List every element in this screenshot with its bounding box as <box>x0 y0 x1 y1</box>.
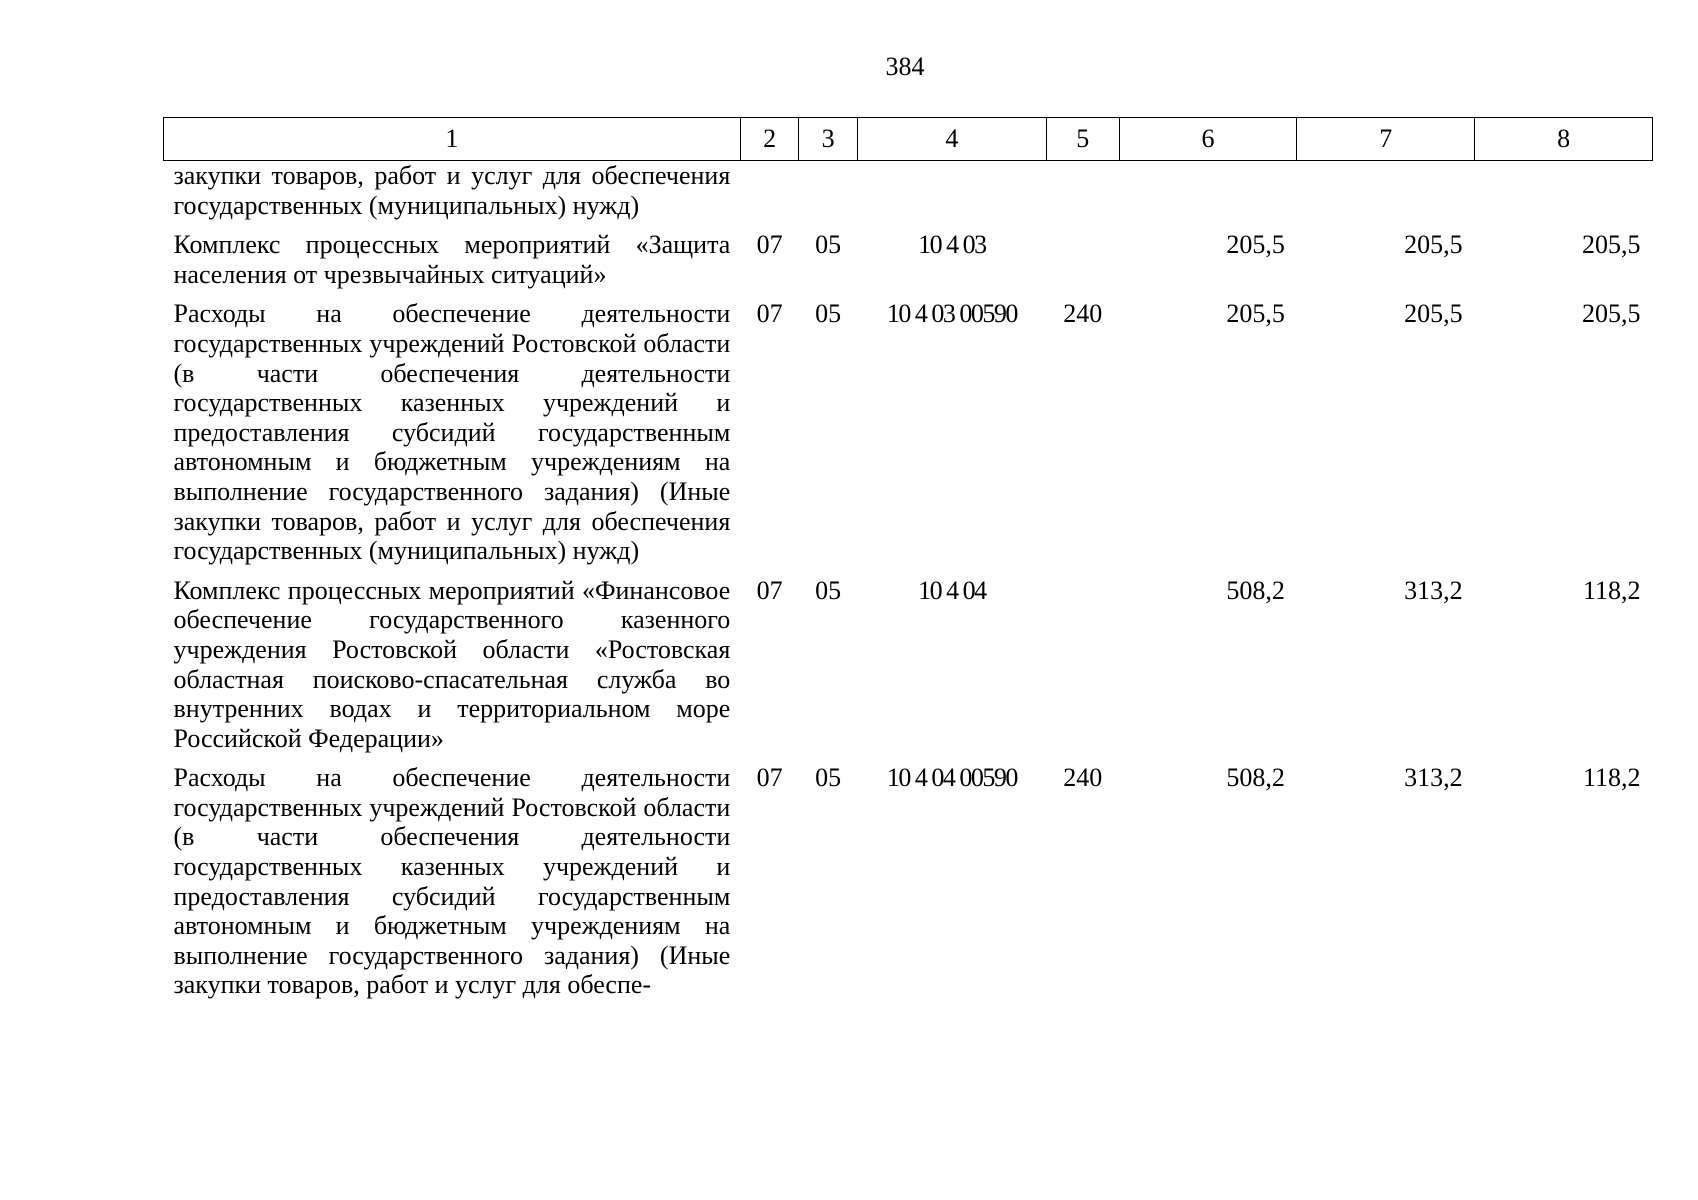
row-target-code: 10 4 03 00590 <box>886 299 1017 329</box>
row-expense-type <box>1046 220 1119 289</box>
table-row <box>164 566 1653 754</box>
row-amount-col8: 118,2 <box>1582 575 1641 605</box>
row-amount-col8: 205,5 <box>1582 299 1641 329</box>
row-name: Расходы на обеспечение деятельности государственных учреждений Ростовской области (в части обеспечения деятельности государственных казенных учреждений и предоставления субсидий государственным автономным и бюджетным учреждениям на выполнение государственного задания) (Иные закупки товаров, работ и услуг для обеспе- <box>173 763 731 1000</box>
row-amount-col7: 313,2 <box>1404 575 1463 605</box>
header-col-7: 7 <box>1297 118 1475 161</box>
row-name: Расходы на обеспечение деятельности государственных учреждений Ростовской области (в части обеспечения деятельности государственных казенных учреждений и предоставления субсидий государственным автономным и бюджетным учреждениям на выполнение государственного задания) (Иные закупки товаров, работ и услуг для обеспечения государственных (муниципальных) нужд) <box>173 299 731 566</box>
row-amount-col6 <box>1119 161 1297 221</box>
header-col-6: 6 <box>1119 118 1297 161</box>
row-subsection: 05 <box>815 763 842 793</box>
header-col-8: 8 <box>1475 118 1653 161</box>
table-header <box>164 118 1653 161</box>
header-row <box>164 118 1653 161</box>
row-subsection: 05 <box>815 299 842 329</box>
table-row <box>164 753 1653 1000</box>
row-subsection: 05 <box>815 575 842 605</box>
row-section <box>740 161 799 221</box>
row-amount-col6: 205,5 <box>1226 299 1285 329</box>
row-amount-col8 <box>1475 161 1653 221</box>
row-amount-col6: 508,2 <box>1226 575 1285 605</box>
row-amount-col6: 508,2 <box>1226 763 1285 793</box>
row-section: 07 <box>756 575 783 605</box>
row-target-code: 10 4 04 00590 <box>886 763 1017 793</box>
row-expense-type: 240 <box>1063 299 1103 329</box>
header-col-2: 2 <box>740 118 799 161</box>
row-target-code: 10 4 03 <box>918 230 986 260</box>
budget-table-container <box>163 117 1653 1000</box>
row-expense-type <box>1046 161 1119 221</box>
row-name: Комплекс процессных мероприятий «Финансовое обеспечение государственного казенного учреждения Ростовской области «Ростовская областная поисково-спасательная служба во внутренних водах и территориальном море Российской Федерации» <box>173 575 731 753</box>
row-amount-col6: 205,5 <box>1226 230 1285 260</box>
table-row <box>164 220 1653 289</box>
table-row <box>164 289 1653 565</box>
row-amount-col7: 205,5 <box>1404 299 1463 329</box>
row-section: 07 <box>756 299 783 329</box>
row-subsection: 05 <box>815 230 842 260</box>
row-amount-col8: 118,2 <box>1582 763 1641 793</box>
budget-table <box>163 117 1653 1000</box>
row-target-code: 10 4 04 <box>918 575 986 605</box>
table-body <box>164 161 1653 1001</box>
table-row <box>164 161 1653 221</box>
row-amount-col8: 205,5 <box>1582 230 1641 260</box>
header-col-5: 5 <box>1046 118 1119 161</box>
row-name: Комплекс процессных мероприятий «Защита населения от чрезвычайных ситуаций» <box>173 230 731 289</box>
row-name: закупки товаров, работ и услуг для обеспечения государственных (муниципальных) нужд) <box>173 161 731 220</box>
row-section: 07 <box>756 763 783 793</box>
row-expense-type <box>1046 566 1119 754</box>
row-expense-type: 240 <box>1063 763 1103 793</box>
row-amount-col7: 205,5 <box>1404 230 1463 260</box>
row-target-code <box>857 161 1046 221</box>
row-amount-col7: 313,2 <box>1404 763 1463 793</box>
page-number: 384 <box>885 52 925 81</box>
row-subsection <box>799 161 858 221</box>
header-col-1: 1 <box>164 118 741 161</box>
header-col-4: 4 <box>857 118 1046 161</box>
row-amount-col7 <box>1297 161 1475 221</box>
row-section: 07 <box>756 230 783 260</box>
header-col-3: 3 <box>799 118 858 161</box>
